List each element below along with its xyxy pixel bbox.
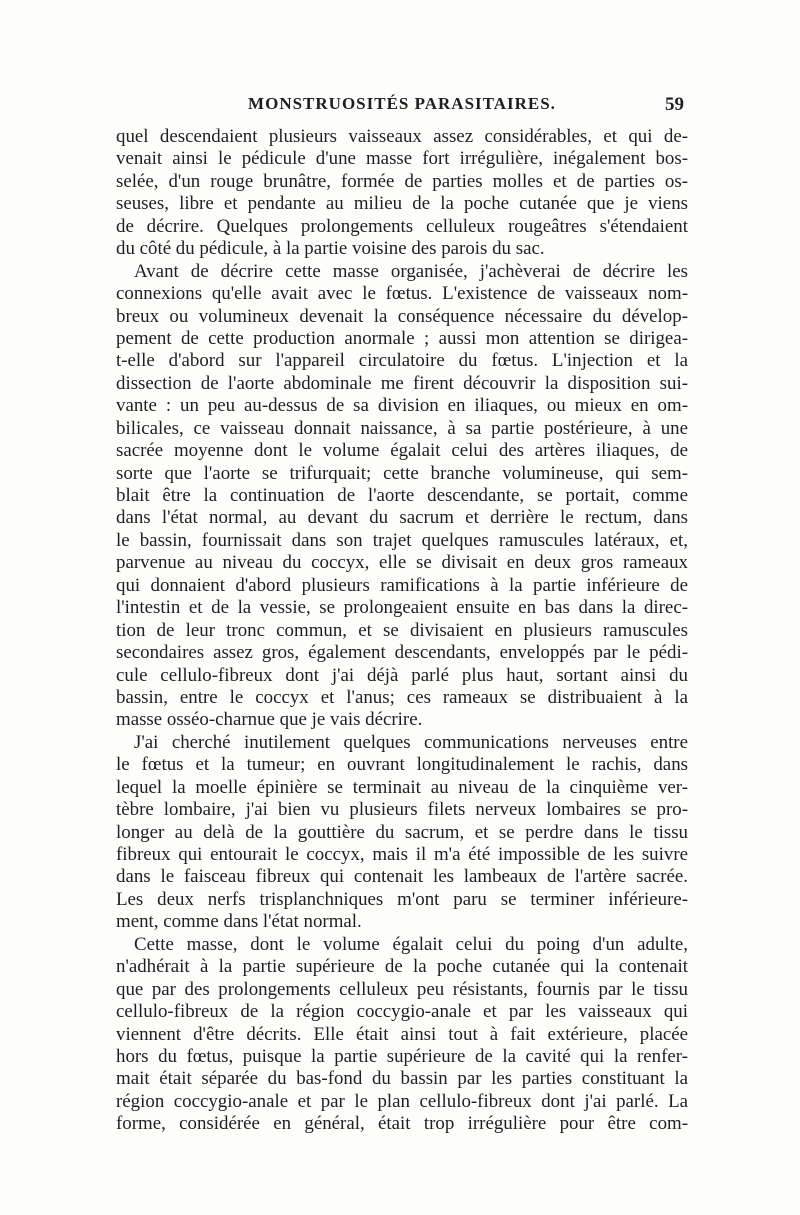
text-line: seuses, libre et pendante au milieu de la poche cutanée que je viens — [116, 193, 688, 215]
paragraph-first-line: Avant de décrire cette masse organisée, j'achèverai de décrire les — [134, 260, 688, 282]
text-line: parvenue au niveau du coccyx, elle se divisait en deux gros rameaux — [116, 552, 688, 574]
text-line: hors du fœtus, puisque la partie supérieure de la cavité qui la renfer- — [116, 1045, 688, 1067]
running-title: MONSTRUOSITÉS PARASITAIRES. — [248, 94, 556, 113]
text-line: viennent d'être décrits. Elle était ainsi tout à fait extérieure, placée — [116, 1023, 688, 1045]
text-line: l'intestin et de la vessie, se prolongeaient ensuite en bas dans la direc- — [116, 597, 688, 619]
text-line: pement de cette production anormale ; aussi mon attention se dirigea- — [116, 327, 688, 349]
text-line: lequel la moelle épinière se terminait au niveau de la cinquième ver- — [116, 776, 688, 798]
text-line: sorte que l'aorte se trifurquait; cette branche volumineuse, qui sem- — [116, 462, 688, 484]
page-header — [116, 94, 688, 120]
text-line: forme, considérée en général, était trop irrégulière pour être com- — [116, 1113, 688, 1135]
text-line: région coccygio-anale et par le plan cellulo-fibreux dont j'ai parlé. La — [116, 1090, 688, 1112]
text-line: n'adhérait à la partie supérieure de la poche cutanée qui la contenait — [116, 956, 688, 978]
text-line: breux ou volumineux devenait la conséquence nécessaire du dévelop- — [116, 305, 688, 327]
text-line: quel descendaient plusieurs vaisseaux assez considérables, et qui de- — [116, 126, 688, 147]
text-line: secondaires assez gros, également descendants, enveloppés par le pédi- — [116, 642, 688, 664]
text-line: de décrire. Quelques prolongements celluleux rougeâtres s'étendaient — [116, 215, 688, 237]
text-line: t-elle d'abord sur l'appareil circulatoire du fœtus. L'injection et la — [116, 350, 688, 372]
text-line: mait était séparée du bas-fond du bassin par les parties constituant la — [116, 1068, 688, 1090]
text-line: bassin, entre le coccyx et l'anus; ces rameaux se distribuaient à la — [116, 686, 688, 708]
body-text — [116, 126, 688, 1136]
text-line: connexions qu'elle avait avec le fœtus. L'existence de vaisseaux nom- — [116, 283, 688, 305]
text-line: sacrée moyenne dont le volume égalait celui des artères iliaques, de — [116, 440, 688, 462]
text-line: le fœtus et la tumeur; en ouvrant longitudinalement le rachis, dans — [116, 754, 688, 776]
page-number: 59 — [665, 94, 684, 115]
paragraph-first-line: Cette masse, dont le volume égalait celui du poing d'un adulte, — [134, 933, 688, 955]
text-line: masse osséo-charnue que je vais décrire. — [116, 709, 423, 731]
text-line: que par des prolongements celluleux peu résistants, fournis par le tissu — [116, 978, 688, 1000]
text-line: blait être la continuation de l'aorte descendante, se portait, comme — [116, 485, 688, 506]
text-line: cellulo-fibreux de la région coccygio-anale et par les vaisseaux qui — [116, 1001, 688, 1023]
text-line: le bassin, fournissait dans son trajet quelques ramuscules latéraux, et, — [116, 529, 688, 551]
text-line: longer au delà de la gouttière du sacrum, et se perdre dans le tissu — [116, 821, 688, 843]
text-line: fibreux qui entourait le coccyx, mais il m'a été impossible de les suivre — [116, 844, 688, 865]
text-line: dans le faisceau fibreux qui contenait les lambeaux de l'artère sacrée. — [116, 866, 688, 888]
text-line: tion de leur tronc commun, et se divisaient en plusieurs ramuscules — [116, 619, 688, 641]
text-line: Les deux nerfs trisplanchniques m'ont paru se terminer inférieure- — [116, 888, 688, 910]
text-line: dissection de l'aorte abdominale me firent découvrir la disposition sui- — [116, 372, 688, 394]
text-line: vante : un peu au-dessus de sa division en iliaques, ou mieux en om- — [116, 395, 688, 417]
text-line: cule cellulo-fibreux dont j'ai déjà parlé plus haut, sortant ainsi du — [116, 664, 688, 686]
text-line: venait ainsi le pédicule d'une masse fort irrégulière, inégalement bos- — [116, 148, 688, 170]
text-line: qui donnaient d'abord plusieurs ramifications à la partie inférieure de — [116, 574, 688, 596]
text-line: selée, d'un rouge brunâtre, formée de parties molles et de parties os- — [116, 170, 688, 192]
paragraph-first-line: J'ai cherché inutilement quelques communications nerveuses entre — [134, 731, 688, 753]
text-line: du côté du pédicule, à la partie voisine des parois du sac. — [116, 238, 545, 260]
text-line: ment, comme dans l'état normal. — [116, 911, 362, 933]
text-line: tèbre lombaire, j'ai bien vu plusieurs filets nerveux lombaires se pro- — [116, 799, 688, 821]
text-line: bilicales, ce vaisseau donnait naissance, à sa partie postérieure, à une — [116, 417, 688, 439]
text-line: dans l'état normal, au devant du sacrum et derrière le rectum, dans — [116, 507, 688, 529]
